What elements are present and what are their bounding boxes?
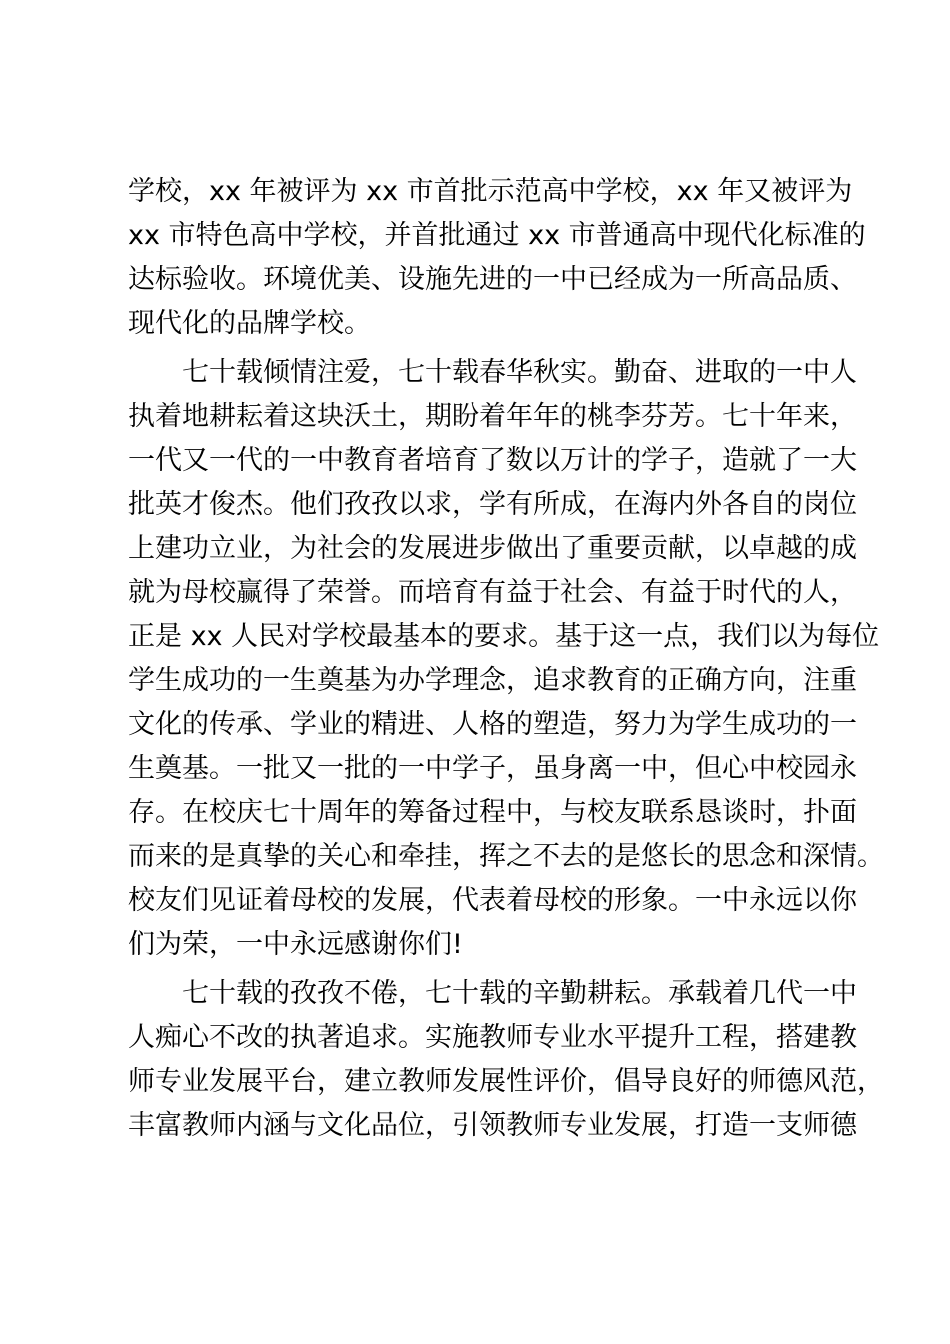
text-line: xx 市特色高中学校，并首批通过 xx 市普通高中现代化标准的 <box>128 220 866 251</box>
text-line: 一代又一代的一中教育者培育了数以万计的学子，造就了一大 <box>128 445 857 476</box>
text-line: 上建功立业，为社会的发展进步做出了重要贡献，以卓越的成 <box>128 533 857 564</box>
text-line: 就为母校赢得了荣誉。而培育有益于社会、有益于时代的人， <box>128 577 857 608</box>
text-line: 七十载的孜孜不倦，七十载的辛勤耕耘。承载着几代一中 <box>182 978 857 1009</box>
text-line: 人痴心不改的执著追求。实施教师专业水平提升工程，搭建教 <box>128 1022 857 1053</box>
text-line: 丰富教师内涵与文化品位，引领教师专业发展，打造一支师德 <box>128 1110 857 1141</box>
text-line: 正是 xx 人民对学校最基本的要求。基于这一点，我们以为每位 <box>128 621 880 652</box>
text-line: 学校，xx 年被评为 xx 市首批示范高中学校，xx 年又被评为 <box>128 176 853 207</box>
text-line: 校友们见证着母校的发展，代表着母校的形象。一中永远以你 <box>128 885 857 916</box>
text-line: 们为荣，一中永远感谢你们! <box>128 929 463 960</box>
text-line: 师专业发展平台，建立教师发展性评价，倡导良好的师德风范， <box>128 1066 884 1097</box>
text-line: 生奠基。一批又一批的一中学子，虽身离一中，但心中校园永 <box>128 753 857 784</box>
text-line: 达标验收。环境优美、设施先进的一中已经成为一所高品质、 <box>128 264 857 295</box>
text-line: 文化的传承、学业的精进、人格的塑造，努力为学生成功的一 <box>128 709 857 740</box>
text-line: 学生成功的一生奠基为办学理念，追求教育的正确方向，注重 <box>128 665 857 696</box>
text-line: 而来的是真挚的关心和牵挂，挥之不去的是悠长的思念和深情。 <box>128 841 884 872</box>
text-line: 批英才俊杰。他们孜孜以求，学有所成，在海内外各自的岗位 <box>128 489 857 520</box>
text-line: 存。在校庆七十周年的筹备过程中，与校友联系恳谈时，扑面 <box>128 797 857 828</box>
text-line: 七十载倾情注爱，七十载春华秋实。勤奋、进取的一中人 <box>182 357 857 388</box>
text-line: 现代化的品牌学校。 <box>128 308 371 339</box>
text-line: 执着地耕耘着这块沃土，期盼着年年的桃李芬芳。七十年来， <box>128 401 857 432</box>
